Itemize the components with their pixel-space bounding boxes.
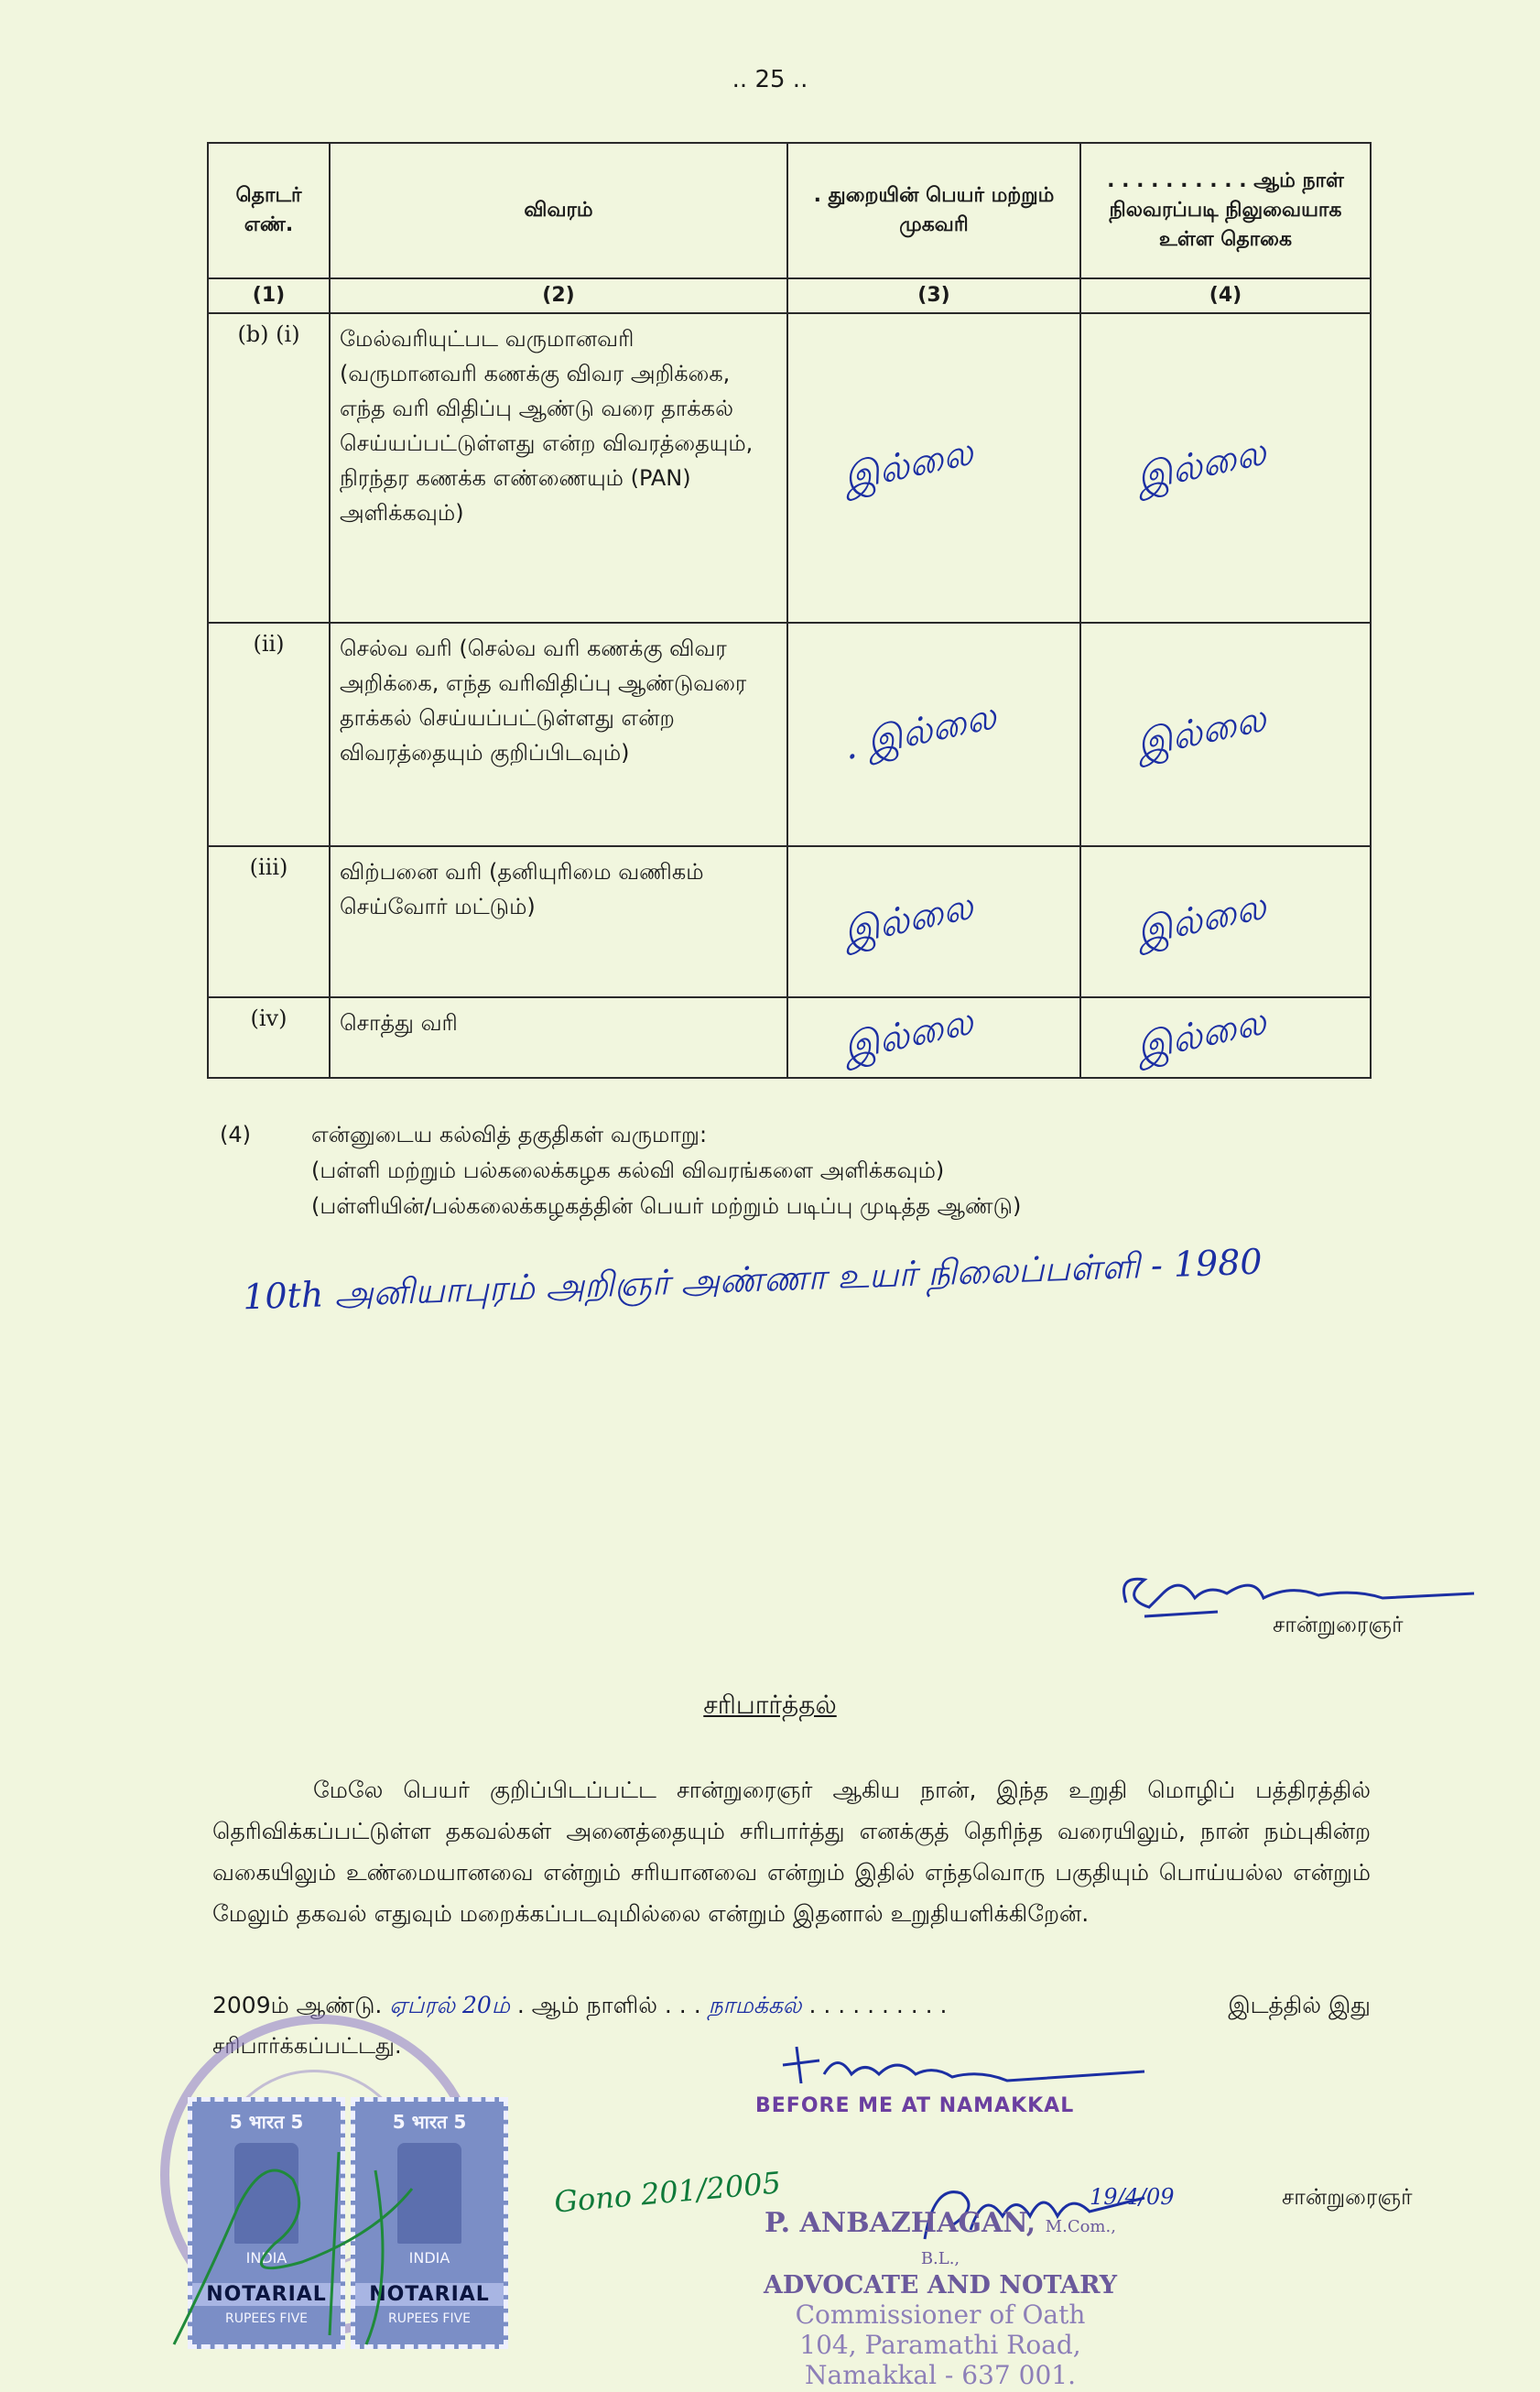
handwritten-nil: இல்லை bbox=[1133, 697, 1270, 767]
education-handwritten: 10th அனியாபுரம் அறிஞர் அண்ணா உயர் நிலைப்பள்ளி - 1980 bbox=[242, 1241, 1263, 1318]
row-description: சொத்து வரி bbox=[330, 997, 787, 1078]
handwritten-nil: . இல்லை bbox=[840, 695, 1001, 769]
row-serial: (iii) bbox=[208, 846, 330, 997]
stamp-type: NOTARIAL bbox=[355, 2283, 504, 2306]
row-col4 bbox=[1080, 846, 1371, 997]
education-line-3: (பள்ளியின்/பல்கலைக்கழகத்தின் பெயர் மற்றும் படிப்பு முடித்த ஆண்டு) bbox=[311, 1193, 1022, 1219]
handwritten-nil: இல்லை bbox=[840, 885, 977, 953]
year-text: 2009ம் ஆண்டு. bbox=[212, 1992, 383, 2018]
table-row bbox=[208, 313, 1371, 623]
row-col4 bbox=[1080, 313, 1371, 623]
notary-stamp bbox=[753, 2207, 1128, 2390]
header-department: . துறையின் பெயர் மற்றும் முகவரி bbox=[787, 143, 1080, 278]
table-row bbox=[208, 997, 1371, 1078]
stamp-value: 5 भारत 5 bbox=[392, 2111, 467, 2133]
notary-title: ADVOCATE AND NOTARY bbox=[763, 2271, 1117, 2300]
before-me-stamp: BEFORE ME AT NAMAKKAL bbox=[755, 2094, 1075, 2117]
day-text: . ஆம் நாளில் . . . bbox=[516, 1992, 701, 2018]
row-description: செல்வ வரி (செல்வ வரி கணக்கு விவர அறிக்கை, எந்த வரிவிதிப்பு ஆண்டுவரை தாக்கல் செய்யப்பட்டுள்ளது என்ற விவரத்தையும் குறிப்பிடவும்) bbox=[330, 623, 787, 846]
handwritten-nil: இல்லை bbox=[1133, 430, 1270, 500]
col-number: (1) bbox=[208, 278, 330, 313]
verified-text: சரிபார்க்கப்பட்டது. bbox=[212, 2033, 402, 2059]
verification-signature bbox=[778, 2033, 1163, 2102]
deponent-label: சான்றுரைஞர் bbox=[1273, 1612, 1404, 1637]
stamp-country: INDIA bbox=[408, 2249, 450, 2267]
handwritten-nil: இல்லை bbox=[840, 430, 977, 500]
stamp-country: INDIA bbox=[245, 2249, 287, 2267]
header-serial: தொடர் எண். bbox=[208, 143, 330, 278]
deponent-label-2: சான்றுரைஞர் bbox=[1282, 2184, 1413, 2210]
row-serial: (ii) bbox=[208, 623, 330, 846]
row-col3 bbox=[787, 623, 1080, 846]
stamp-value: 5 भारत 5 bbox=[229, 2111, 304, 2133]
notary-date: 19/4/09 bbox=[1090, 2184, 1175, 2210]
education-line-1: என்னுடைய கல்வித் தகுதிகள் வருமாறு: bbox=[311, 1122, 708, 1147]
table-row bbox=[208, 846, 1371, 997]
col-number: (2) bbox=[330, 278, 787, 313]
gono-number: Gono 201/2005 bbox=[552, 2165, 783, 2220]
notary-role: Commissioner of Oath bbox=[795, 2300, 1086, 2330]
place-dots: . . . . . . . . . . bbox=[808, 1992, 948, 2018]
row-col3 bbox=[787, 846, 1080, 997]
education-label: (4) bbox=[220, 1122, 251, 1147]
notary-name: P. ANBAZHAGAN, bbox=[765, 2207, 1036, 2239]
row-serial: (b) (i) bbox=[208, 313, 330, 623]
handwritten-nil: இல்லை bbox=[1133, 885, 1270, 953]
notary-address-2: Namakkal - 637 001. bbox=[805, 2360, 1076, 2390]
place-handwritten: நாமக்கல் bbox=[708, 1992, 802, 2018]
row-col3 bbox=[787, 313, 1080, 623]
row-col3 bbox=[787, 997, 1080, 1078]
verification-paragraph: மேலே பெயர் குறிப்பிடப்பட்ட சான்றுரைஞர் ஆகிய நான், இந்த உறுதி மொழிப் பத்திரத்தில் தெரிவிக்கப்பட்டுள்ள தகவல்கள் அனைத்தையும் சரிபார்த்து எனக்குத் தெரிந்த வரையிலும், நான் நம்புகின்ற வகையிலும் உண்மையானவை என்றும் சரியானவை என்றும் இதில் எந்தவொரு பகுதியும் பொய்யல்ல என்றும் மேலும் தகவல் எதுவும் மறைக்கப்படவுமில்லை என்றும் இதனால் உறுதியளிக்கிறேன். bbox=[212, 1777, 1371, 1927]
place-text: இடத்தில் இது bbox=[1228, 1992, 1371, 2018]
stamp-rupees: RUPEES FIVE bbox=[224, 2311, 309, 2326]
row-description: விற்பனை வரி (தனியுரிமை வணிகம் செய்வோர் மட்டும்) bbox=[330, 846, 787, 997]
header-details: விவரம் bbox=[330, 143, 787, 278]
row-col4 bbox=[1080, 623, 1371, 846]
page-number: .. 25 .. bbox=[732, 66, 808, 93]
education-line-2: (பள்ளி மற்றும் பல்கலைக்கழக கல்வி விவரங்களை அளிக்கவும்) bbox=[311, 1158, 945, 1183]
col-number: (3) bbox=[787, 278, 1080, 313]
notary-quals: M.Com., B.L., bbox=[920, 2217, 1116, 2268]
stamp-type: NOTARIAL bbox=[192, 2283, 341, 2306]
table-row bbox=[208, 623, 1371, 846]
verification-heading: சரிபார்த்தல் bbox=[703, 1690, 837, 1720]
date-handwritten: ஏப்ரல் 20ம் bbox=[389, 1992, 510, 2018]
row-description: மேல்வரியுட்பட வருமானவரி (வருமானவரி கணக்கு விவர அறிக்கை, எந்த வரி விதிப்பு ஆண்டு வரை தாக்கல் செய்யப்பட்டுள்ளது என்ற விவரத்தையும், நிரந்தர கணக்க எண்ணையும் (PAN) அளிக்கவும்) bbox=[330, 313, 787, 623]
col-number: (4) bbox=[1080, 278, 1371, 313]
verification-date-place bbox=[212, 1992, 1371, 2022]
row-col4 bbox=[1080, 997, 1371, 1078]
header-balance: . . . . . . . . . . ஆம் நாள் நிலவரப்படி நிலுவையாக உள்ள தொகை bbox=[1080, 143, 1371, 278]
handwritten-nil: இல்லை bbox=[1133, 1000, 1270, 1070]
notary-address-1: 104, Paramathi Road, bbox=[799, 2330, 1081, 2360]
green-signature bbox=[156, 2042, 485, 2381]
handwritten-nil: இல்லை bbox=[840, 1000, 977, 1070]
tax-details-table bbox=[207, 142, 1372, 1079]
row-serial: (iv) bbox=[208, 997, 330, 1078]
stamp-rupees: RUPEES FIVE bbox=[387, 2311, 472, 2326]
